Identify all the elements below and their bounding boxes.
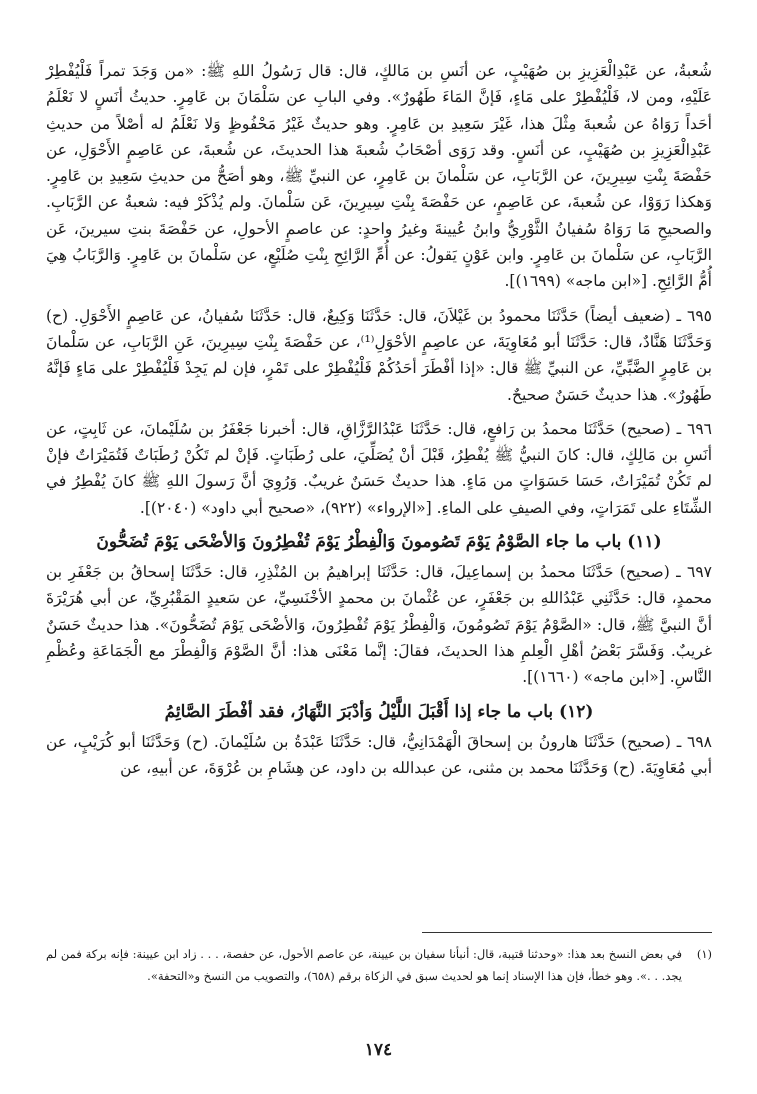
hadith-697: ٦٩٧ ـ (صحيح) حَدَّثَنَا محمدُ بن إسماعِيلَ، قال: حَدَّثَنَا إبراهيمُ بن المُنْذِرِ، قال: حَدَّثَنَا إسحاقُ بن جَعْفَرِ بن محمدٍ، قال: حَدَّثَنِي عَبْدُاللهِ بن جَعْفَرٍ، عن عُثْمانَ بن محمدٍ الأخْنَسِيِّ، عن سَعيدٍ المَقْبُرِيِّ، عن أبي هُرَيْرَةَ أنَّ النبيَّ ﷺ، قال: «الصَّوْمُ يَوْمَ تَصُومُونَ، وَالْفِطْرُ يَوْمَ تُفْطِرُونَ، وَالأضْحَى يَوْمَ تُضَحُّونَ». هذا حديثٌ حَسَنٌ غريبٌ. وَفَسَّرَ بَعْضُ أهْلِ الْعِلمِ هذا الحديثَ، فقالَ: إنَّما مَعْنَى هذا: أنَّ الصَّوْمَ وَالْفِطْرَ مع الْجَمَاعَةِ وعُظْمِ النَّاسِ. [«ابن ماجه» (١٦٦٠)].	[46, 563, 712, 687]
hadith-696: ٦٩٦ ـ (صحيح) حَدَّثَنَا محمدُ بن رَافعٍ، قال: حَدَّثَنَا عَبْدُالرَّزَّاقِ، قال: أخبرنا جَعْفَرُ بن سُلَيْمانَ، عن ثَابِتٍ، عن أنَسِ بن مَالِكٍ، قال: كانَ النبيُّ ﷺ يُفْطِرُ، قَبْلَ أنْ يُصَلِّيَ، على رُطَبَاتٍ. فَإنْ لم تَكُنْ رُطَبَاتٌ فَتُمَيْرَاتٌ فإنْ لم تَكُنْ تُمَيْرَاتٌ، حَسَا حَسَوَاتٍ من مَاءٍ. هذا حديثٌ حَسَنٌ غريبٌ. وَرُوِيَ أنَّ رَسولَ اللهِ ﷺ كانَ يُفْطِرُ في الشِّتَاءِ على تَمَرَاتٍ، وفي الصيفِ على الماءِ. [«الإرواء» (٩٢٢)، «صحيح أبي داود» (٢٠٤٠)].	[46, 419, 712, 517]
page-body	[46, 58, 712, 781]
page-number: ١٧٤	[364, 1040, 393, 1060]
intro-paragraph: شُعبةُ، عن عَبْدِالْعَزِيزِ بن صُهَيْبٍ، عن أنَسِ بن مَالكٍ، قال: قال رَسُولُ اللهِ ﷺ: «من وَجَدَ تمراً فَلْيُفْطِرْ عَلَيْهِ، ومن لا، فَلْيُفْطِرْ على مَاءٍ، فَإنَّ المَاءَ طَهُورٌ». وفي البابِ عن سَلْمَانَ بن عَامِرٍ. حديثُ أنَسٍ لا نَعْلَمُ أحَداً رَوَاهُ عن شُعبةَ مِثْلَ هذا، غَيْرَ سَعِيدِ بن عَامِرٍ. وهو حديثٌ غَيْرُ مَحْفُوظٍ وَلا نَعْلَمُ له أصْلاً من حديثِ عَبْدِالْعَزِيزِ بن صُهَيْبٍ، عن أنَسٍ. وقد رَوَى أصْحَابُ شُعبةَ هذا الحديثَ، عن شُعبةَ، عن عَاصِمٍ الأَحْوَلِ، عن حَفْصَةَ بِنْتِ سِيرِينَ، عن الرَّبَابِ، عن سَلْمانَ بن عَامِرٍ، عن النبيِّ ﷺ، وهو أصَحُّ من حديثِ سَعِيدِ بن عَامِرٍ. وَهكذا رَوَوْا، عن شُعبةَ، عن عَاصِمٍ، عن حَفْصَةَ بِنْتِ سِيرِينَ، عَن سَلْمانَ. ولم يُذْكَرْ فيه: شعبةُ عن الرَّبَابِ. والصحيحِ مَا رَوَاهُ سُفيانُ الثَّوْرِيُّ وابنُ عُيينةَ وغيرُ واحدٍ: عن عاصمٍ الأحولِ، عن حَفْصَةَ بنتِ سيرينَ، عَن الرَّبَابِ، عن سَلْمانَ بن عَامِرٍ. وابن عَوْنٍ يَقولُ: عن أُمِّ الرَّائِحِ بِنْتِ صُلَيْعٍ، عن سَلْمانَ بن عَامِرٍ. وَالرَّبَابُ هِيَ أُمُّ الرَّائِحِ. [«ابن ماجه» (١٦٩٩)].	[46, 62, 712, 291]
chapter-heading-11: (١١) باب ما جاء الصَّوْمُ يَوْمَ تَصُومونَ وَالْفِطْرُ يَوْمَ تُفْطِرُونَ وَالأضْحَى يَوْمَ تُضَحُّونَ	[96, 532, 662, 553]
footnote-divider	[422, 932, 712, 933]
hadith-698: ٦٩٨ ـ (صحيح) حَدَّثَنَا هارونُ بن إسحاقَ الْهَمْدَانِيُّ، قال: حَدَّثَنَا عَبْدَةُ بن سُلَيْمانَ. (ح) وَحَدَّثَنَا أبو كُرَيْبٍ، عن أبي مُعَاوِيَةَ. (ح) وَحَدَّثَنَا محمد بن مثنى، عن عبدالله بن داود، عن هِشَامِ بن عُرْوَةَ، عن أبيهِ، عن	[46, 732, 712, 777]
footnote-text: في بعض النسخ بعد هذا: «وحدثنا قتيبة، قال: أنبأنا سفيان بن عيينة، عن عاصم الأحول، عن حفصة، . . . زاد ابن عيينة: فإنه بركة فمن لم يجد. . .». وهو خطأ، فإن هذا الإسناد إنما هو لحديث سبق في الزكاة برقم (٦٥٨)، والتصويب من النسخ و«التحفة».	[46, 947, 682, 983]
footnote-number: (١)	[696, 947, 712, 961]
footnote-1	[46, 943, 712, 987]
chapter-heading-12: (١٢) باب ما جاء إذا أَقْبَلَ اللَّيْلُ وَأدْبَرَ النَّهَارُ، فقد أفْطَرَ الصَّائِمُ	[164, 701, 594, 722]
hadith-695: ٦٩٥ ـ (ضعيف أيضاً) حَدَّثَنَا محمودُ بن غَيْلاَنَ، قال: حَدَّثَنَا وَكِيعٌ، قال: حَدَّثَنَا سُفيانُ، عن عَاصِمٍ الأَحْوَلِ. (ح) وَحَدَّثَنَا هَنَّادٌ، قال: حَدَّثَنَا أبو مُعَاوِيَةَ، عن عاصِمٍ الأحْوَلِ⁽¹⁾، عن حَفْصَةَ بِنْتِ سِيرِينَ، عَنِ الرَّبَابِ، عن سَلْمانَ بن عَامِرٍ الضَّبِّيِّ، عن النبيِّ ﷺ قال: «إذا أفْطَرَ أحَدُكُمْ فَلْيُفْطِرْ على تَمْرٍ، فإن لم يَجِدْ فَلْيُفْطِرْ على مَاءٍ فَإنَّهُ طَهُورٌ». هذا حديثٌ حَسَنٌ صحيحٌ.	[46, 306, 713, 404]
footnotes-section	[46, 932, 712, 987]
